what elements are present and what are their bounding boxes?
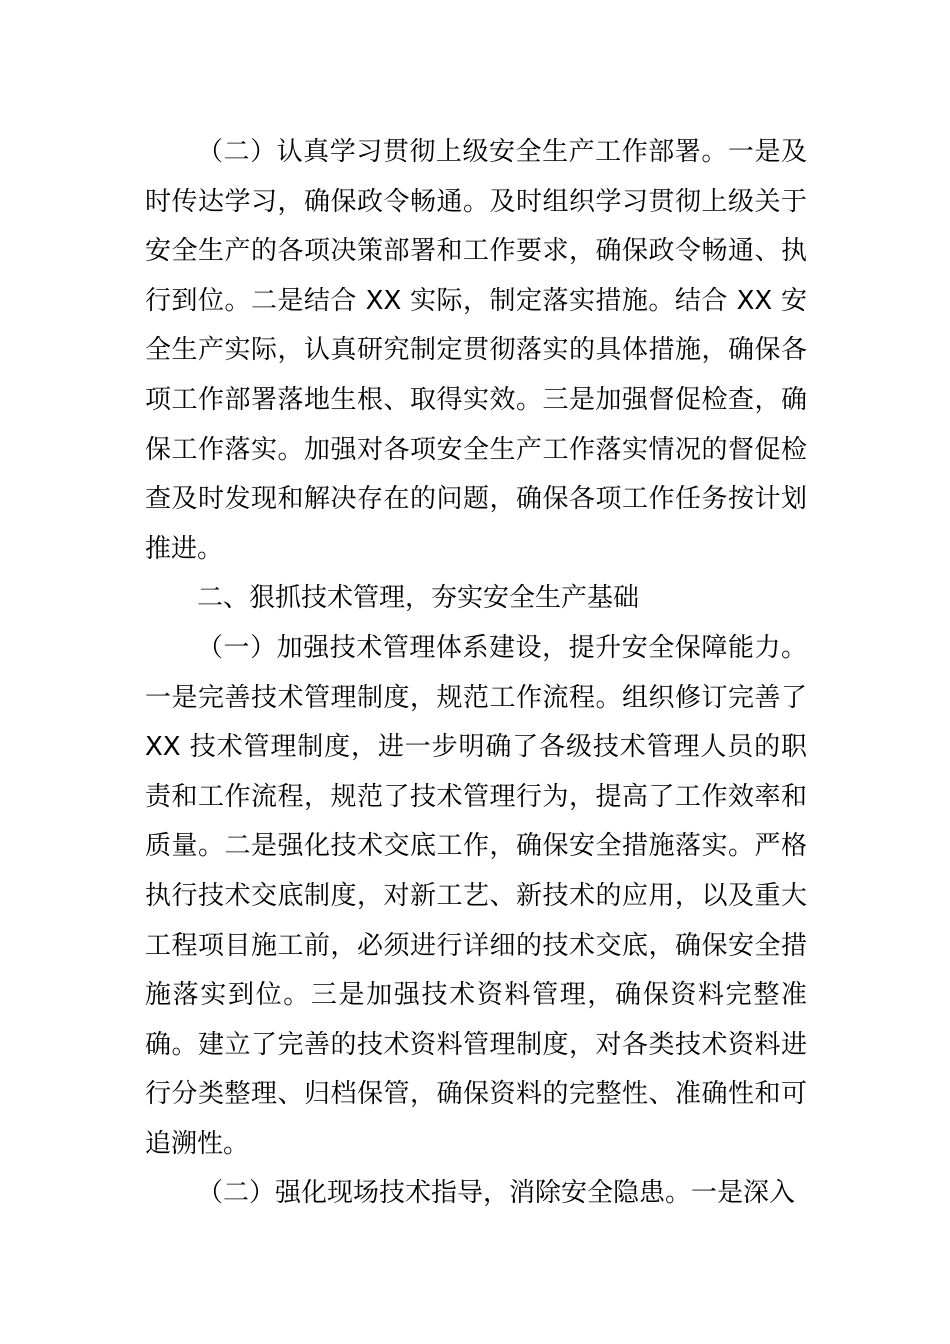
section-heading-technical-management: 二、狠抓技术管理，夯实安全生产基础 bbox=[197, 583, 640, 614]
paragraph-study-deployment: （二）认真学习贯彻上级安全生产工作部署。一是及时传达学习，确保政令畅通。及时组织学习贯彻上级关于安全生产的各项决策部署和工作要求，确保政令畅通、执行到位。二是结合 XX 实际，制定落实措施。结合 XX 安全生产实际，认真研究制定贯彻落实的具体措施，确保各项工作部署落地生根、取得实效。三是加强督促检查，确保工作落实。加强对各项安全生产工作落实情况的督促检查及时发现和解决存在的问题，确保各项工作任务按计划推进。 bbox=[145, 137, 807, 564]
paragraph-technical-system: （一）加强技术管理体系建设，提升安全保障能力。一是完善技术管理制度，规范工作流程。组织修订完善了 XX 技术管理制度，进一步明确了各级技术管理人员的职责和工作流程，规范了技术管理行为，提高了工作效率和质量。二是强化技术交底工作，确保安全措施落实。严格执行技术交底制度，对新工艺、新技术的应用，以及重大工程项目施工前，必须进行详细的技术交底，确保安全措施落实到位。三是加强技术资料管理，确保资料完整准确。建立了完善的技术资料管理制度，对各类技术资料进行分类整理、归档保管，确保资料的完整性、准确性和可追溯性。 bbox=[145, 632, 807, 1159]
paragraph-onsite-guidance: （二）强化现场技术指导，消除安全隐患。一是深入 bbox=[197, 1178, 796, 1209]
document-body bbox=[145, 128, 807, 1219]
